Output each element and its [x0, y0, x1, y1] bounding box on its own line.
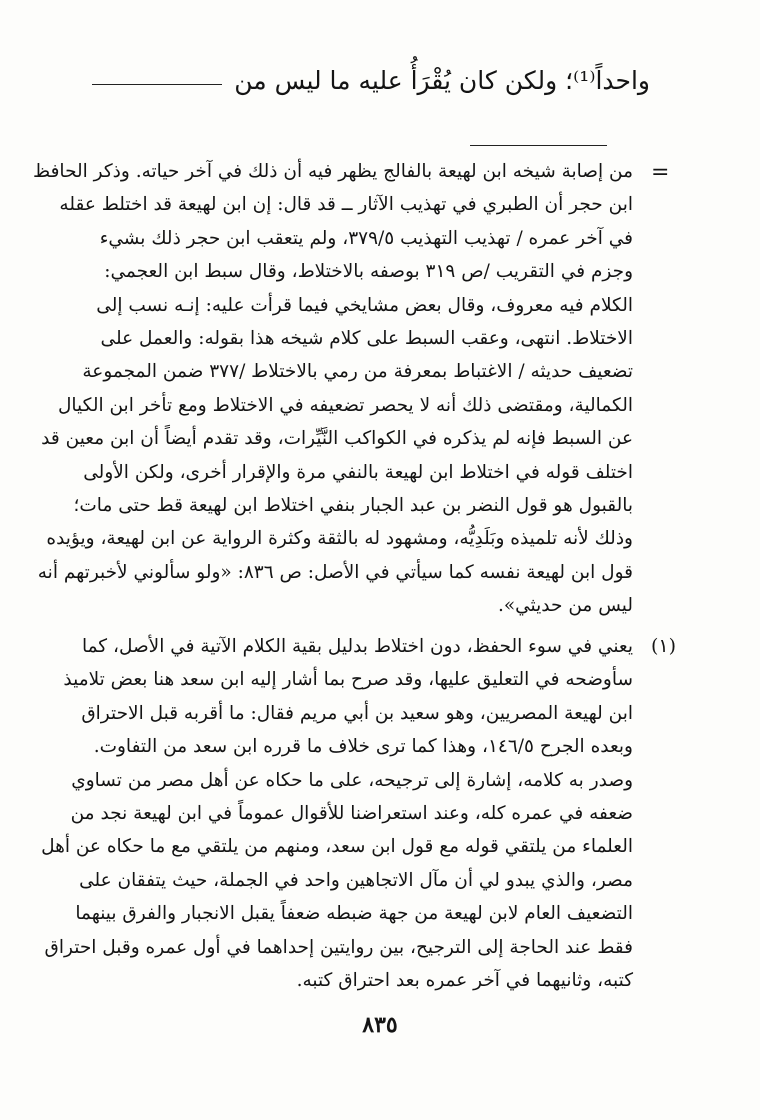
footnote-separator	[470, 145, 607, 146]
continuation-mark: =	[651, 160, 670, 185]
footnote-number: (١)	[650, 635, 676, 657]
text-line: العلماء من يلتقي قوله مع قول ابن سعد، ومنهم من يلتقي مع ما حكاه عن أهل	[41, 836, 633, 858]
text-line: الكلام فيه معروف، وقال بعض مشايخي فيما قرأت عليه: إنـه نسب إلى	[96, 294, 633, 316]
text-line: الاختلاط. انتهى، وعقب السبط على كلام شيخه هذا بقوله: والعمل على	[100, 327, 633, 349]
text-line: عن السبط فإنه لم يذكره في الكواكب النَّيِّرات، وقد تقدم أيضاً أن ابن معين قد	[41, 428, 633, 450]
page-number: ٨٣٥	[362, 1012, 398, 1038]
text-line: ابن لهيعة المصريين، وهو سعيد بن أبي مريم فقال: ما أقربه قبل الاحتراق	[81, 702, 633, 724]
text-line: وصدر به كلامه، إشارة إلى ترجيحه، على ما حكاه عن أهل مصر من تساوي	[71, 769, 633, 791]
running-text-header	[92, 68, 650, 93]
text-line: سأوضحه في التعليق عليها، وقد صرح بما أشار إليه ابن سعد هنا بعض تلاميذ	[63, 669, 633, 691]
text-line: قول ابن لهيعة نفسه كما سيأتي في الأصل: ص ٨٣٦: «ولو سألوني لأخبرتهم أنه	[37, 561, 633, 583]
footnote-continuation	[33, 155, 633, 622]
text-line: في آخر عمره / تهذيب التهذيب ٣٧٩/٥، ولم يتعقب ابن حجر ذلك بشيء	[99, 227, 633, 249]
text-line: تضعيف حديثه / الاغتباط بمعرفة من رمي بالاختلاط /٣٧٧ ضمن المجموعة	[82, 361, 633, 383]
text-line: بالقبول هو قول النضر بن عبد الجبار بنفي اختلاط ابن لهيعة قط حتى مات؛	[73, 494, 633, 516]
text-line: ابن حجر أن الطبري في تهذيب الآثار ــ قد قال: إن ابن لهيعة قد اختلط عقله	[59, 194, 633, 216]
text-line: من إصابة شيخه ابن لهيعة بالفالج يظهر فيه أن ذلك في آخر حياته. وذكر الحافظ	[33, 161, 633, 182]
footnote-body	[41, 630, 633, 997]
text-line: ضعفه في عمره كله، وعند استعراضنا للأقوال عموماً في ابن لهيعة نجد من	[70, 802, 633, 824]
text-line: كتبه، وثانيهما في آخر عمره بعد احتراق كتبه.	[296, 969, 633, 991]
text-line: ليس من حديثي».	[497, 595, 633, 617]
text-line: مصر، والذي يبدو لي أن مآل الاتجاهين واحد في الجملة، حيث يتفقان على	[79, 869, 633, 891]
text-line: التضعيف العام لابن لهيعة من جهة ضبطه ضعفاً يقبل الانجبار والفرق بينهما	[75, 903, 633, 925]
text-line: الكمالية، ومقتضى ذلك أنه لا يحصر تضعيفه في الاختلاط ومع تأخر ابن الكيال	[57, 394, 633, 416]
text-line: وبعده الجرح ١٤٦/٥، وهذا كما ترى خلاف ما قرره ابن سعد من التفاوت.	[93, 736, 633, 758]
text-line: وجزم في التقريب /ص ٣١٩ بوصفه بالاختلاط، وقال سبط ابن العجمي:	[104, 261, 633, 283]
text-line: اختلف قوله في اختلاط ابن لهيعة بالنفي مرة والإقرار أخرى، ولكن الأولى	[83, 461, 633, 483]
header-text: واحداً⁽¹⁾؛ ولكن كان يُقْرَأُ عليه ما ليس من	[234, 66, 650, 95]
header-dash-line	[92, 84, 222, 85]
text-line: وذلك لأنه تلميذه وبَلَدِيُّه، ومشهود له بالثقة وكثرة الرواية عن ابن لهيعة، ويؤيده	[46, 528, 633, 550]
text-line: فقط عند الحاجة إلى الترجيح، بين روايتين إحداهما في أول عمره وقبل احتراق	[44, 936, 633, 958]
text-line: يعني في سوء الحفظ، دون اختلاط بدليل بقية الكلام الآتية في الأصل، كما	[81, 636, 633, 657]
